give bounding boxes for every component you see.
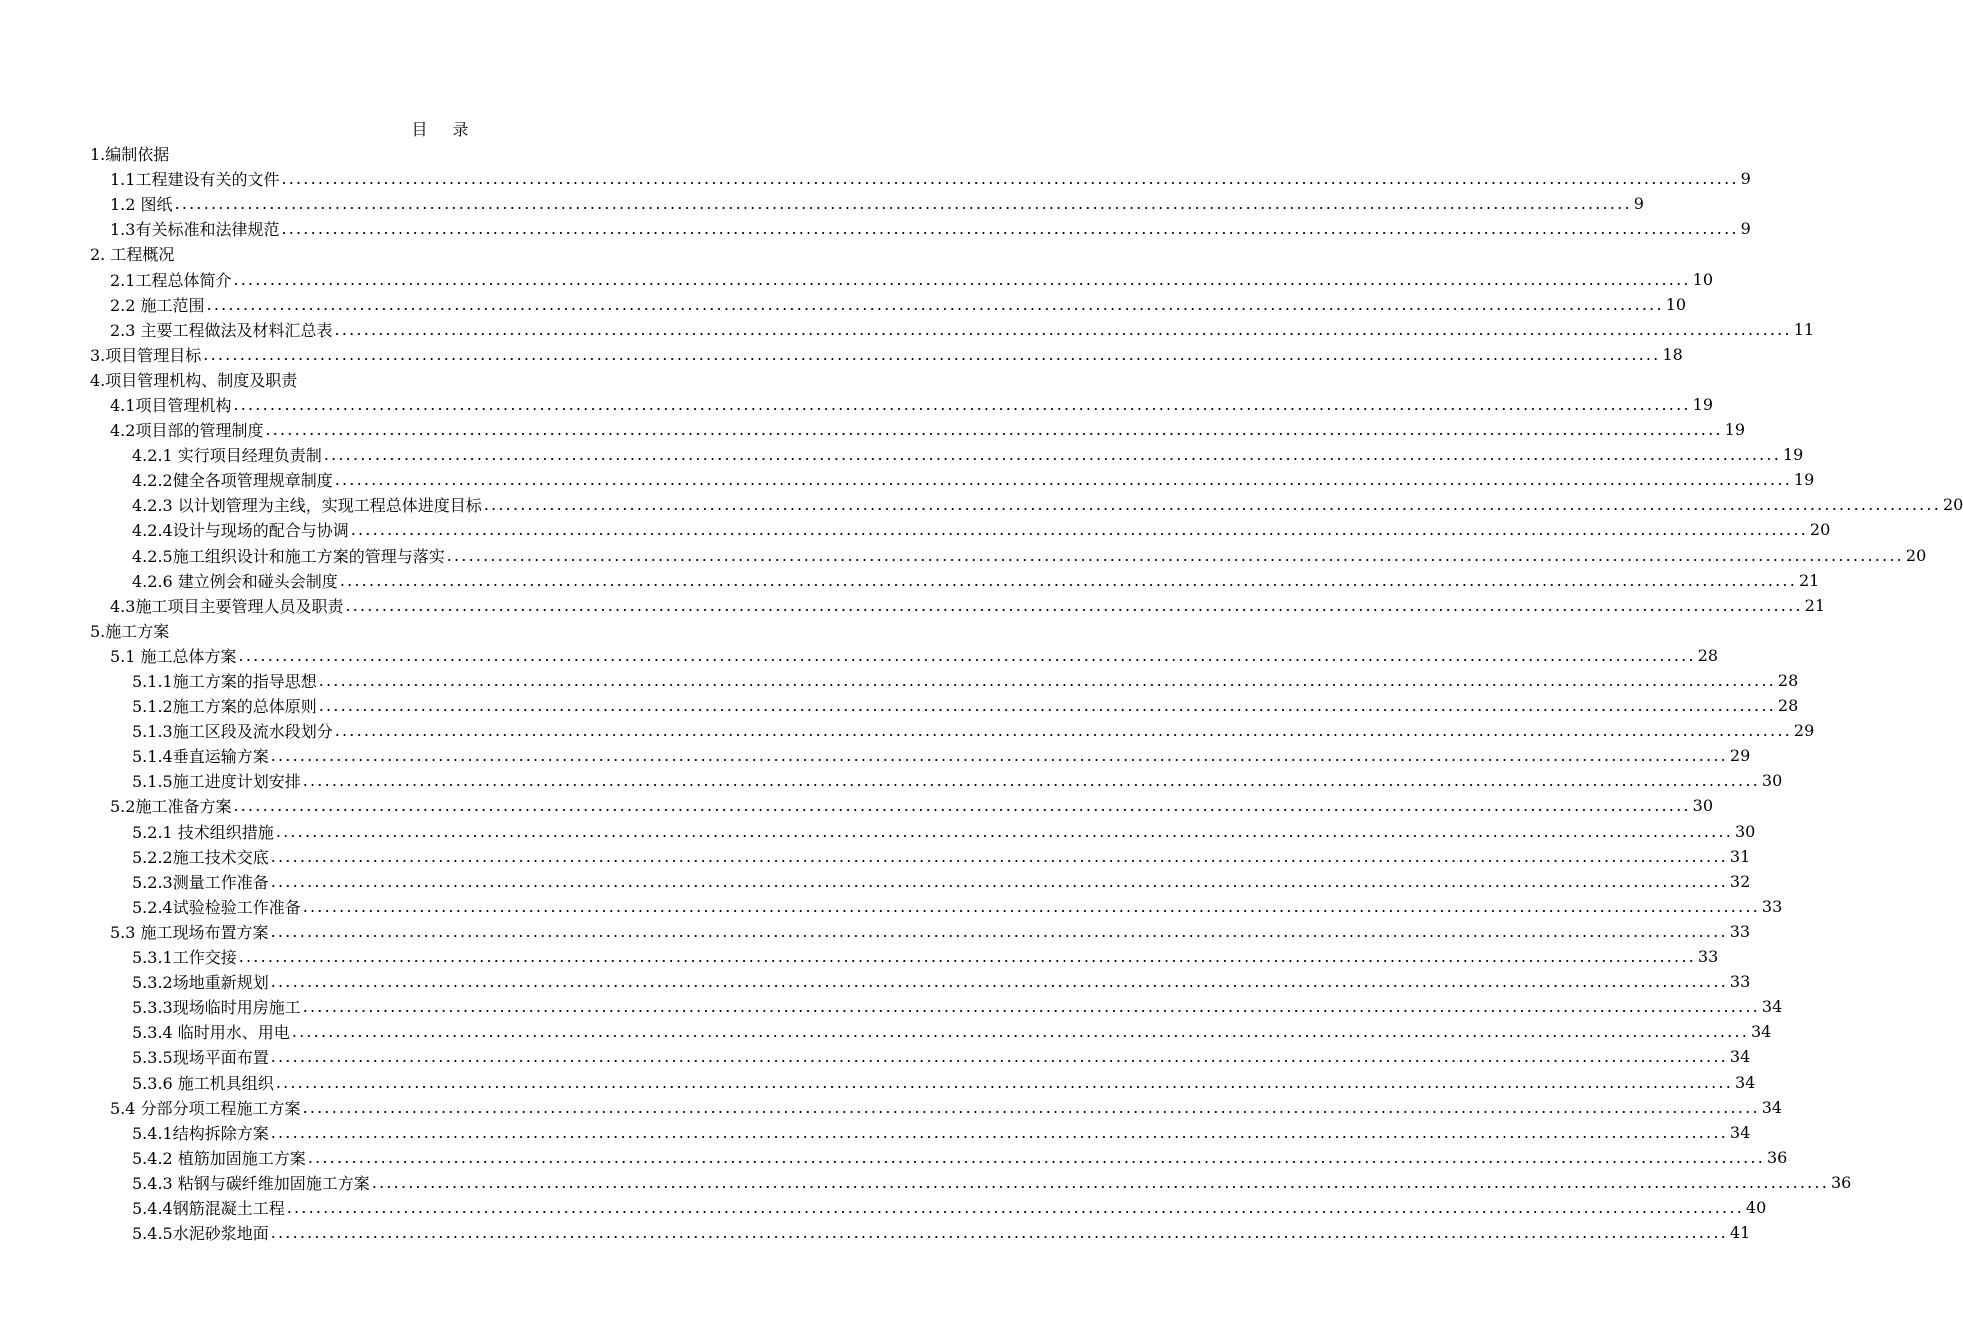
toc-page-number: 29 [1793, 721, 1815, 741]
toc-page-number: 29 [1729, 746, 1751, 766]
toc-page-number: 34 [1735, 1072, 1756, 1092]
toc-dot-leader: ........................................................................................................................................................................................................ [238, 645, 1696, 665]
toc-page-number: 28 [1697, 645, 1719, 665]
toc-entry-text: 5.1.4垂直运输方案 [132, 747, 269, 767]
toc-dot-leader: ........................................................................................................................................................................................................ [270, 846, 1728, 866]
toc-page-number: 30 [1735, 821, 1756, 841]
toc-entry[interactable] [90, 994, 1783, 1019]
toc-dot-leader: ........................................................................................................................................................................................................ [302, 896, 1760, 916]
toc-dot-leader: ........................................................................................................................................................................................................ [334, 470, 1792, 490]
toc-dot-leader: ........................................................................................................................................................................................................ [270, 871, 1728, 891]
toc-page-number: 21 [1799, 570, 1820, 590]
toc-page-number: 34 [1751, 1022, 1772, 1042]
toc-entry-text: 4.2.5施工组织设计和施工方案的管理与落实 [132, 546, 445, 566]
toc-entry-text: 5.4.4钢筋混凝土工程 [132, 1198, 285, 1218]
toc-entry-text: 5.3.3现场临时用房施工 [132, 998, 301, 1018]
toc-dot-leader: ........................................................................................................................................................................................................ [371, 1172, 1829, 1192]
toc-entry[interactable] [90, 643, 1719, 668]
toc-entry[interactable] [90, 944, 1719, 969]
toc-entry[interactable] [90, 844, 1751, 869]
toc-page-number: 33 [1697, 947, 1719, 967]
toc-entry[interactable] [90, 819, 1756, 844]
toc-list [90, 141, 1963, 1245]
toc-entry-text: 1.1工程建设有关的文件 [110, 170, 280, 190]
toc-entry[interactable] [90, 392, 1713, 417]
toc-entry-text: 5.4 分部分项工程施工方案 [110, 1098, 301, 1118]
toc-dot-leader: ........................................................................................................................................................................................................ [275, 1072, 1733, 1092]
toc-entry-text: 4.2.6 建立例会和碰头会制度 [132, 571, 338, 591]
toc-entry-text: 5.1 施工总体方案 [110, 646, 237, 666]
toc-entry[interactable] [90, 317, 1815, 342]
toc-entry-text: 2.3 主要工程做法及材料汇总表 [110, 320, 333, 340]
toc-page-number: 36 [1831, 1172, 1852, 1192]
toc-page-number: 33 [1729, 921, 1751, 941]
toc-entry[interactable] [90, 216, 1751, 241]
toc-dot-leader: ........................................................................................................................................................................................................ [291, 1022, 1749, 1042]
toc-entry-text: 5.3.5现场平面布置 [132, 1048, 269, 1068]
toc-entry[interactable] [90, 1220, 1751, 1245]
toc-entry-text: 1.2 图纸 [110, 195, 173, 215]
toc-entry-text: 5.4.3 粘钢与碳纤维加固施工方案 [132, 1173, 370, 1193]
toc-entry[interactable] [90, 1095, 1783, 1120]
toc-entry-text: 4.2.1 实行项目经理负责制 [132, 446, 322, 466]
toc-page-number: 9 [1740, 219, 1751, 239]
toc-page-number: 34 [1761, 1097, 1783, 1117]
toc-title: 目 录 [411, 120, 479, 139]
toc-dot-leader: ........................................................................................................................................................................................................ [345, 595, 1803, 615]
toc-dot-leader: ........................................................................................................................................................................................................ [350, 520, 1808, 540]
toc-page-number: 41 [1729, 1223, 1751, 1243]
toc-entry-text: 5.2.4试验检验工作准备 [132, 897, 301, 917]
toc-entry-text: 5.2.2施工技术交底 [132, 847, 269, 867]
toc-entry-text: 4.2项目部的管理制度 [110, 421, 264, 441]
toc-dot-leader: ........................................................................................................................................................................................................ [270, 972, 1728, 992]
toc-dot-leader: ........................................................................................................................................................................................................ [233, 269, 1691, 289]
toc-entry[interactable] [90, 894, 1783, 919]
toc-entry-text: 5.2.3测量工作准备 [132, 872, 269, 892]
toc-page-number: 10 [1665, 294, 1687, 314]
toc-dot-leader: ........................................................................................................................................................................................................ [270, 746, 1728, 766]
toc-entry-text: 4.2.2健全各项管理规章制度 [132, 471, 333, 491]
toc-page-number: 34 [1761, 997, 1783, 1017]
toc-page-number: 21 [1804, 595, 1825, 615]
toc-entry-text: 5.4.2 植筋加固施工方案 [132, 1148, 306, 1168]
toc-entry[interactable] [90, 191, 1644, 216]
toc-entry-text: 4.2.3 以计划管理为主线，实现工程总体进度目标 [132, 496, 482, 516]
toc-entry-text: 5.1.2施工方案的总体原则 [132, 697, 317, 717]
toc-entry[interactable] [90, 568, 1820, 593]
toc-entry-text: 5.1.5施工进度计划安排 [132, 772, 301, 792]
toc-page-number: 19 [1793, 470, 1815, 490]
toc-entry-text: 4.项目管理机构、制度及职责 [90, 370, 298, 390]
toc-entry[interactable] [90, 1195, 1767, 1220]
toc-entry[interactable] [90, 869, 1751, 894]
toc-dot-leader: ........................................................................................................................................................................................................ [174, 194, 1632, 214]
toc-entry-text: 1.3有关标准和法律规范 [110, 220, 280, 240]
toc-entry-text: 5.3.1工作交接 [132, 948, 237, 968]
toc-page-number: 20 [1943, 495, 1963, 515]
toc-entry[interactable] [90, 141, 834, 166]
toc-entry-text: 5.3.6 施工机具组织 [132, 1073, 274, 1093]
toc-entry[interactable] [90, 543, 1927, 568]
toc-entry[interactable] [90, 292, 1687, 317]
toc-entry[interactable] [90, 919, 1751, 944]
toc-page-number: 30 [1692, 796, 1713, 816]
toc-dot-leader: ........................................................................................................................................................................................................ [334, 721, 1792, 741]
toc-dot-leader: ........................................................................................................................................................................................................ [265, 420, 1723, 440]
toc-dot-leader: ........................................................................................................................................................................................................ [233, 796, 1691, 816]
toc-dot-leader: ........................................................................................................................................................................................................ [270, 1223, 1728, 1243]
toc-entry[interactable] [90, 1145, 1788, 1170]
toc-page-number: 11 [1793, 319, 1815, 339]
toc-dot-leader: ........................................................................................................................................................................................................ [334, 319, 1792, 339]
toc-page-number: 31 [1729, 846, 1751, 866]
toc-page-number: 33 [1729, 972, 1751, 992]
toc-dot-leader: ........................................................................................................................................................................................................ [302, 997, 1760, 1017]
toc-entry[interactable] [90, 417, 1745, 442]
toc-dot-leader: ........................................................................................................................................................................................................ [206, 294, 1664, 314]
toc-entry-text: 5.3 施工现场布置方案 [110, 922, 269, 942]
toc-entry-text: 2.2 施工范围 [110, 295, 205, 315]
toc-entry[interactable] [90, 442, 1804, 467]
toc-entry[interactable] [90, 969, 1751, 994]
toc-dot-leader: ........................................................................................................................................................................................................ [286, 1197, 1744, 1217]
toc-dot-leader: ........................................................................................................................................................................................................ [446, 545, 1904, 565]
toc-entry[interactable] [90, 618, 834, 643]
toc-entry[interactable] [90, 1069, 1756, 1094]
toc-dot-leader: ........................................................................................................................................................................................................ [203, 344, 1661, 364]
toc-entry[interactable] [90, 166, 1751, 191]
toc-page-number: 18 [1662, 344, 1683, 364]
toc-entry[interactable] [90, 668, 1799, 693]
toc-entry[interactable] [90, 517, 1831, 542]
toc-dot-leader: ........................................................................................................................................................................................................ [318, 671, 1776, 691]
toc-entry-text: 5.2.1 技术组织措施 [132, 822, 274, 842]
toc-entry[interactable] [90, 1170, 1852, 1195]
toc-entry[interactable] [90, 342, 1683, 367]
toc-entry[interactable] [90, 492, 1963, 517]
toc-entry-text: 5.2施工准备方案 [110, 797, 232, 817]
toc-dot-leader: ........................................................................................................................................................................................................ [270, 1122, 1728, 1142]
toc-entry-text: 5.4.1结构拆除方案 [132, 1123, 269, 1143]
toc-entry[interactable] [90, 1044, 1751, 1069]
toc-entry-text: 4.3施工项目主要管理人员及职责 [110, 596, 344, 616]
toc-entry-text: 1.编制依据 [90, 145, 170, 165]
toc-dot-leader: ........................................................................................................................................................................................................ [238, 947, 1696, 967]
toc-entry-text: 5.1.1施工方案的指导思想 [132, 672, 317, 692]
toc-entry[interactable] [90, 241, 834, 266]
toc-page-number: 20 [1809, 520, 1831, 540]
toc-entry[interactable] [90, 593, 1825, 618]
toc-entry[interactable] [90, 367, 834, 392]
toc-entry-text: 2. 工程概况 [90, 245, 175, 265]
toc-entry-text: 5.1.3施工区段及流水段划分 [132, 722, 333, 742]
toc-page-number: 28 [1777, 671, 1799, 691]
toc-dot-leader: ........................................................................................................................................................................................................ [483, 495, 1941, 515]
toc-entry-text: 2.1工程总体简介 [110, 270, 232, 290]
toc-page-number: 32 [1729, 871, 1751, 891]
toc-entry[interactable] [90, 266, 1713, 291]
toc-entry[interactable] [90, 467, 1815, 492]
toc-entry[interactable] [90, 693, 1799, 718]
toc-page-number: 30 [1761, 771, 1783, 791]
toc-entry-text: 3.项目管理目标 [90, 345, 202, 365]
toc-dot-leader: ........................................................................................................................................................................................................ [323, 445, 1781, 465]
toc-entry[interactable] [90, 718, 1815, 743]
toc-entry[interactable] [90, 1019, 1772, 1044]
toc-dot-leader: ........................................................................................................................................................................................................ [233, 394, 1691, 414]
toc-page-number: 19 [1692, 394, 1713, 414]
toc-entry[interactable] [90, 743, 1751, 768]
toc-entry-text: 5.4.5水泥砂浆地面 [132, 1224, 269, 1244]
toc-dot-leader: ........................................................................................................................................................................................................ [281, 219, 1739, 239]
toc-page-number: 19 [1783, 445, 1804, 465]
toc-dot-leader: ........................................................................................................................................................................................................ [270, 1047, 1728, 1067]
toc-page-number: 36 [1767, 1147, 1788, 1167]
toc-dot-leader: ........................................................................................................................................................................................................ [307, 1147, 1765, 1167]
toc-page-number: 9 [1633, 194, 1644, 214]
toc-entry[interactable] [90, 768, 1783, 793]
toc-entry-text: 5.施工方案 [90, 621, 170, 641]
toc-page-number: 10 [1692, 269, 1713, 289]
toc-entry[interactable] [90, 793, 1713, 818]
toc-dot-leader: ........................................................................................................................................................................................................ [275, 821, 1733, 841]
toc-dot-leader: ........................................................................................................................................................................................................ [339, 570, 1797, 590]
toc-dot-leader: ........................................................................................................................................................................................................ [318, 696, 1776, 716]
toc-entry[interactable] [90, 1120, 1751, 1145]
toc-page-number: 19 [1724, 420, 1745, 440]
toc-page-number: 34 [1729, 1122, 1751, 1142]
toc-page-number: 20 [1905, 545, 1927, 565]
toc-dot-leader: ........................................................................................................................................................................................................ [302, 1097, 1760, 1117]
toc-entry-text: 5.3.4 临时用水、用电 [132, 1023, 290, 1043]
toc-page-number: 40 [1745, 1197, 1767, 1217]
toc-entry-text: 4.1项目管理机构 [110, 395, 232, 415]
toc-entry-text: 4.2.4设计与现场的配合与协调 [132, 521, 349, 541]
toc-page-number: 33 [1761, 896, 1783, 916]
toc-page-number: 28 [1777, 696, 1799, 716]
toc-dot-leader: ........................................................................................................................................................................................................ [281, 169, 1739, 189]
toc-page-number: 9 [1740, 169, 1751, 189]
toc-dot-leader: ........................................................................................................................................................................................................ [302, 771, 1760, 791]
toc-page-number: 34 [1729, 1047, 1751, 1067]
toc-entry-text: 5.3.2场地重新规划 [132, 973, 269, 993]
toc-dot-leader: ........................................................................................................................................................................................................ [270, 921, 1728, 941]
